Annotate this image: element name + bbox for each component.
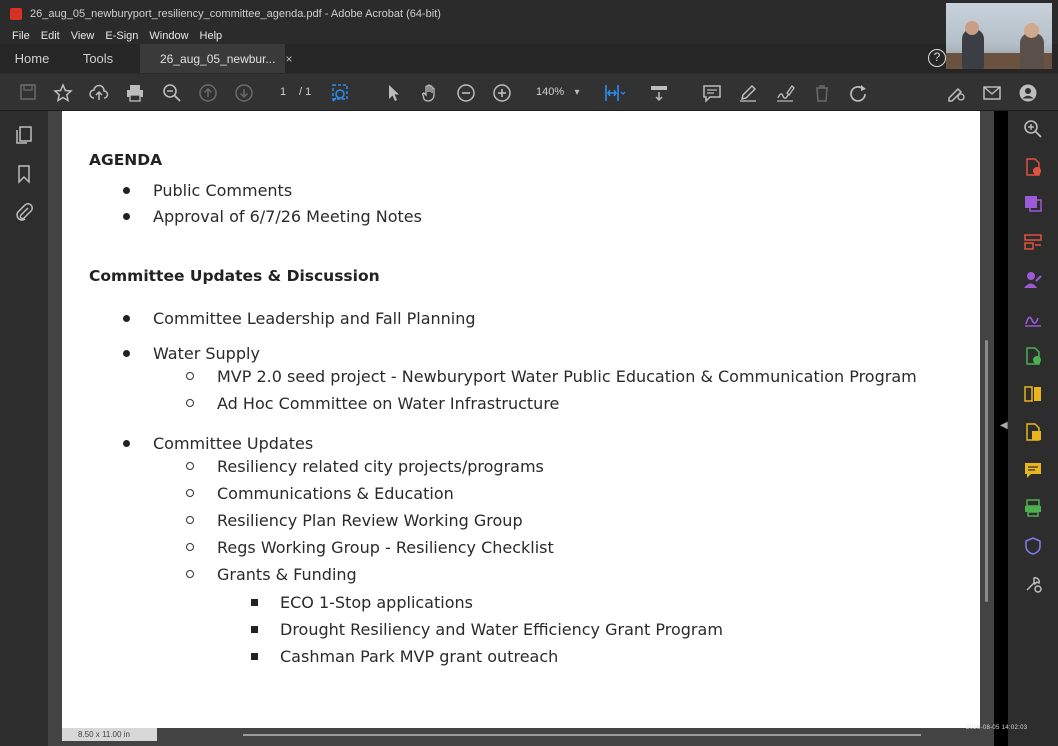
create-pdf-icon[interactable]: [1022, 193, 1044, 215]
sub-sub-item: ECO 1-Stop applications: [280, 593, 473, 612]
delete-icon[interactable]: [812, 83, 832, 103]
agenda-item: Committee Leadership and Fall Planning: [153, 309, 476, 328]
request-signatures-icon[interactable]: [1022, 270, 1044, 292]
agenda-item: Committee Updates: [153, 434, 314, 453]
vertical-scrollbar[interactable]: [985, 340, 988, 602]
sub-sub-bullet: [251, 626, 258, 633]
compress-pdf-icon[interactable]: [1022, 422, 1044, 444]
bullet: [123, 315, 130, 322]
sub-sub-bullet: [251, 599, 258, 606]
menu-bar: [0, 28, 1058, 44]
zoom-level-select[interactable]: 140%: [536, 86, 565, 98]
scroll-mode-icon[interactable]: [649, 83, 669, 103]
title-bar: [0, 0, 1058, 28]
upload-cloud-icon[interactable]: [89, 83, 109, 103]
sub-sub-item: Drought Resiliency and Water Efficiency Grant Program: [280, 620, 723, 639]
next-page-icon[interactable]: [234, 83, 254, 103]
sub-item: Grants & Funding: [217, 565, 357, 584]
main-toolbar: [0, 73, 1058, 111]
sub-bullet: [186, 489, 194, 497]
save-icon[interactable]: [18, 83, 38, 103]
acrobat-app-icon: [10, 8, 22, 20]
pdf-page: [62, 111, 980, 729]
tab-home[interactable]: Home: [14, 51, 50, 66]
scan-ocr-icon[interactable]: [1022, 498, 1044, 520]
page-total-label: / 1: [299, 86, 312, 98]
sub-bullet: [186, 543, 194, 551]
bookmark-icon[interactable]: [14, 164, 34, 184]
webcam-person-left: [962, 29, 984, 69]
menu-edit[interactable]: Edit: [40, 30, 60, 42]
agenda-item: Public Comments: [153, 181, 293, 200]
attachment-icon[interactable]: [14, 202, 34, 222]
sub-bullet: [186, 516, 194, 524]
zoom-search-tool-icon[interactable]: [1022, 119, 1044, 141]
document-tab-label: 26_aug_05_newbur...: [160, 51, 276, 66]
page-thumbnails-icon[interactable]: [14, 125, 34, 145]
document-viewer: [48, 111, 994, 746]
tab-bar: [0, 44, 1058, 73]
sub-bullet: [186, 462, 194, 470]
horizontal-scrollbar[interactable]: [243, 734, 921, 736]
print-icon[interactable]: [125, 83, 145, 103]
right-tools-panel: [1000, 111, 1058, 746]
webcam-video: [946, 3, 1052, 69]
window-title: 26_aug_05_newburyport_resiliency_committee_agenda.pdf - Adobe Acrobat (64-bit): [30, 8, 441, 20]
sub-item: Regs Working Group - Resiliency Checklist: [217, 538, 554, 557]
collapse-right-panel-icon[interactable]: ◀: [1000, 420, 1008, 431]
sub-item: Resiliency Plan Review Working Group: [217, 511, 523, 530]
agenda-item: Approval of 6/7/26 Meeting Notes: [153, 207, 422, 226]
sub-bullet: [186, 372, 194, 380]
marquee-zoom-icon[interactable]: [331, 83, 351, 103]
account-icon[interactable]: [1018, 83, 1038, 103]
webcam-person-right-head: [1024, 23, 1039, 38]
star-icon[interactable]: [53, 83, 73, 103]
close-tab-icon[interactable]: ×: [285, 51, 293, 66]
organize-pages-icon[interactable]: [1022, 384, 1044, 406]
highlight-pen-icon[interactable]: [738, 83, 758, 103]
webcam-person-left-head: [965, 21, 979, 35]
sub-item: Communications & Education: [217, 484, 454, 503]
sub-bullet: [186, 570, 194, 578]
sign-icon[interactable]: [775, 83, 795, 103]
select-cursor-icon[interactable]: [384, 83, 404, 103]
zoom-in-icon[interactable]: [492, 83, 512, 103]
edit-pdf-icon[interactable]: [1022, 232, 1044, 254]
fit-page-icon[interactable]: [604, 83, 624, 103]
agenda-item: Water Supply: [153, 344, 260, 363]
bullet: [123, 440, 130, 447]
left-navigation-panel: [0, 111, 48, 746]
page-size-indicator: 8.50 x 11.00 in: [62, 728, 157, 741]
bullet: [123, 213, 130, 220]
fill-sign-icon[interactable]: [946, 83, 966, 103]
agenda-heading: AGENDA: [89, 151, 163, 169]
comment-icon[interactable]: [702, 83, 722, 103]
recording-timestamp: 2026-08-05 14:02:03: [966, 725, 1028, 731]
sub-item: MVP 2.0 seed project - Newburyport Water Public Education & Communication Program: [217, 367, 917, 386]
hand-tool-icon[interactable]: [420, 83, 440, 103]
comment-tool-icon[interactable]: [1022, 460, 1044, 482]
committee-updates-heading: Committee Updates & Discussion: [89, 267, 380, 285]
more-tools-icon[interactable]: [1022, 574, 1044, 596]
page-number-input[interactable]: 1: [280, 86, 287, 98]
sub-sub-item: Cashman Park MVP grant outreach: [280, 647, 559, 666]
sub-item: Resiliency related city projects/programs: [217, 457, 544, 476]
menu-window[interactable]: Window: [149, 30, 189, 42]
bullet: [123, 350, 130, 357]
menu-esign[interactable]: E-Sign: [105, 30, 139, 42]
sub-item: Ad Hoc Committee on Water Infrastructure: [217, 394, 560, 413]
email-icon[interactable]: [982, 83, 1002, 103]
zoom-out-icon[interactable]: [456, 83, 476, 103]
protect-shield-icon[interactable]: [1022, 536, 1044, 558]
rotate-icon[interactable]: [848, 83, 868, 103]
tab-document[interactable]: [140, 44, 293, 73]
menu-file[interactable]: File: [12, 30, 30, 42]
menu-help[interactable]: Help: [199, 30, 223, 42]
fill-and-sign-icon[interactable]: [1022, 308, 1044, 330]
bullet: [123, 187, 130, 194]
export-pdf-icon[interactable]: [1022, 157, 1044, 179]
sub-bullet: [186, 399, 194, 407]
zoom-search-icon[interactable]: [162, 83, 182, 103]
webcam-person-right: [1020, 33, 1044, 69]
zoom-dropdown-chevron-icon[interactable]: ▾: [574, 87, 580, 98]
previous-page-icon[interactable]: [198, 83, 218, 103]
combine-files-icon[interactable]: [1022, 346, 1044, 368]
sub-sub-bullet: [251, 653, 258, 660]
menu-view[interactable]: View: [70, 30, 95, 42]
help-icon[interactable]: ?: [928, 49, 946, 67]
tab-tools[interactable]: Tools: [82, 51, 114, 66]
